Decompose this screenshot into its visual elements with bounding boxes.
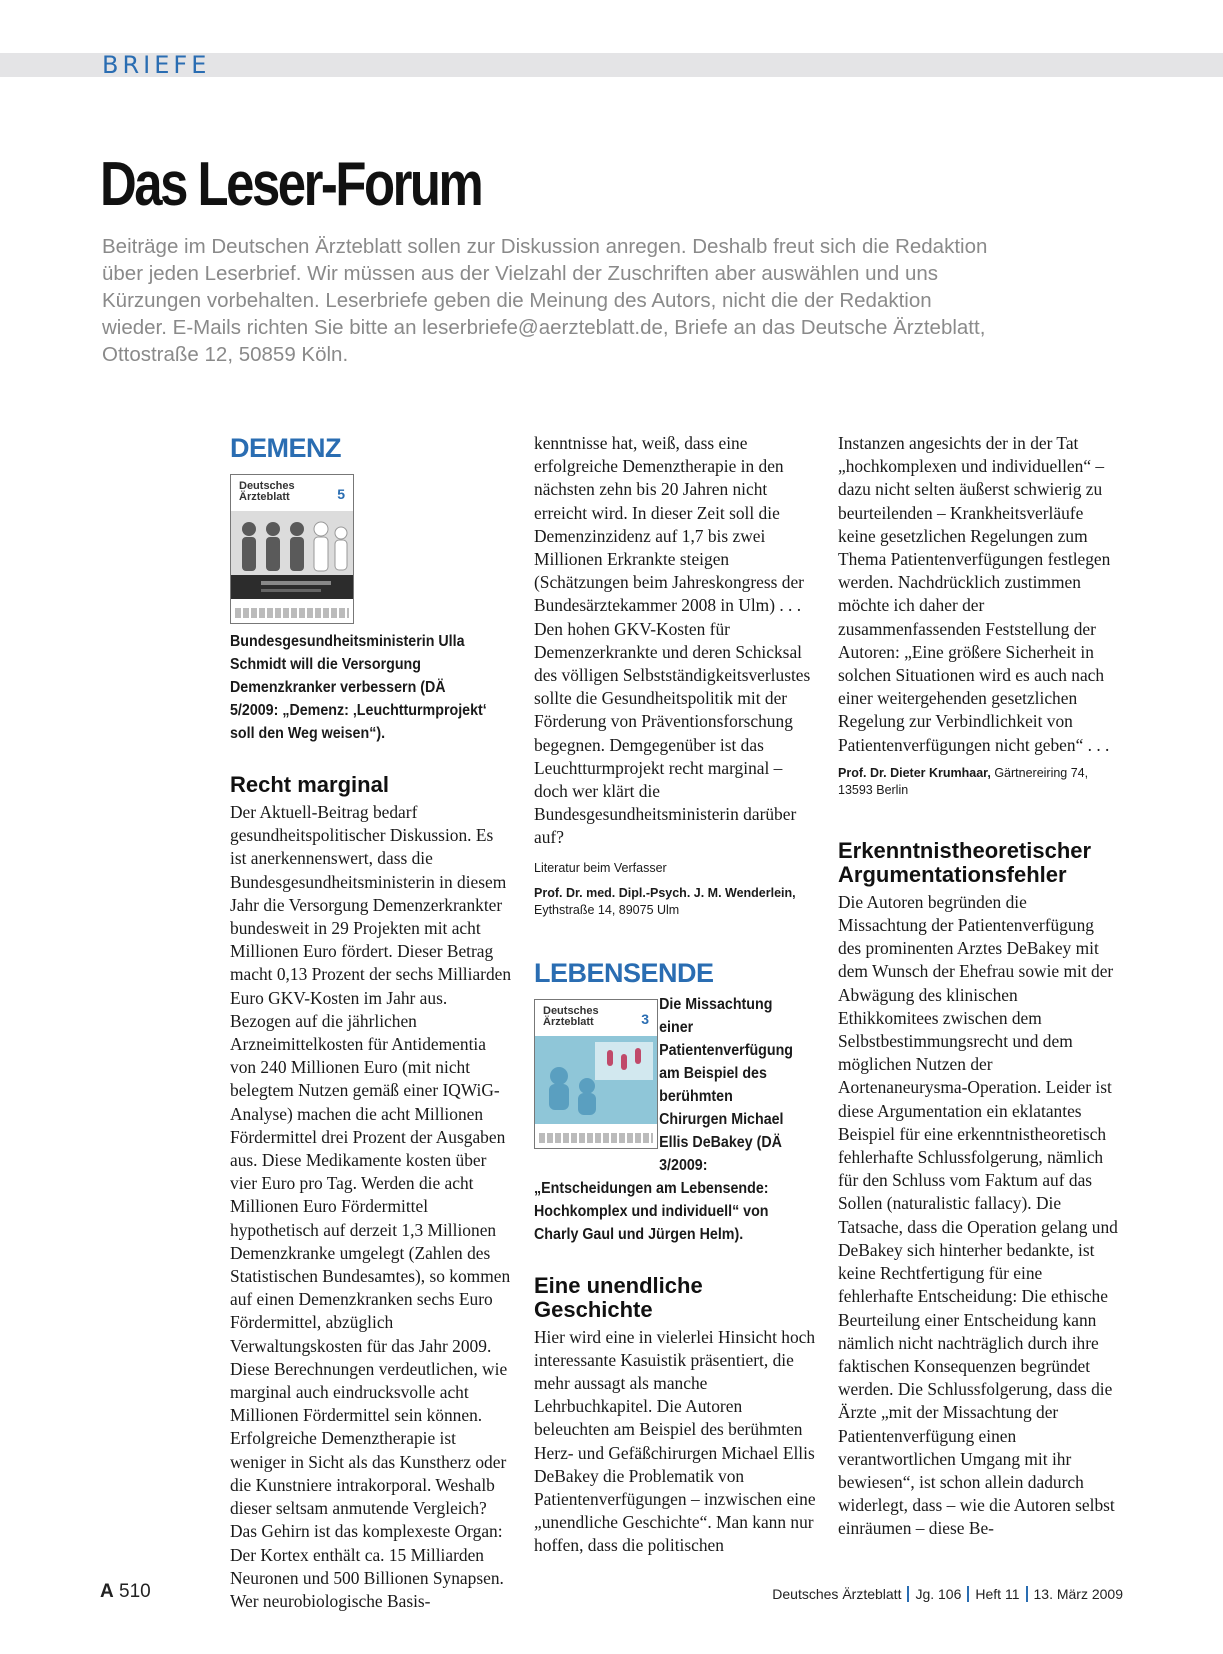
rubric-lebensende: LEBENSENDE: [534, 957, 714, 988]
cover-issue-number: 5: [337, 486, 345, 502]
column-1: [230, 432, 512, 1613]
page-number-value: 510: [119, 1581, 151, 1602]
cover-masthead: Deutsches Ärzteblatt: [543, 1004, 599, 1028]
letter-body-continued: Instanzen angesichts der in der Tat „hochkomplexen und individuellen“ – dazu nicht selten äußerst schwierig zu beurteilenden – Krankheitsverläufe keine gesetzlichen Regelungen zum Thema Patientenverfügungen festlegen werden. Nachdrücklich zustimmen möchte ich daher der zusammenfassenden Feststellung der Autoren: „Eine größere Sicherheit in solchen Situationen wird es auch nach einer weitergehenden gesetzlichen Regelung zur Verbindlichkeit von Patientenverfügungen nicht geben“ . . .: [838, 433, 1111, 755]
letter-headline-recht-marginal: Recht marginal: [230, 772, 389, 797]
divider: [907, 1586, 909, 1602]
cover-masthead: Deutsches Ärzteblatt: [239, 480, 295, 503]
author-address: Gärtnereiring 74, 13593 Berlin: [838, 765, 1089, 797]
journal-name: Deutsches Ärzteblatt: [772, 1586, 902, 1602]
volume: Jg. 106: [915, 1586, 962, 1602]
page-number: [100, 1581, 151, 1603]
teaser-demenz: [230, 468, 512, 745]
letter-body-recht-marginal: Der Aktuell-Beitrag bedarf gesundheitspolitischer Diskussion. Es ist anerkennenswert, dass die Bundesgesundheitsministerin in diesem Jahr die Versorgung Demenzerkrankter bundesweit in 29 Projekten mit acht Millionen Euro fördert. Dieser Betrag macht 0,13 Prozent der sechs Milliarden Euro GKV-Kosten im Jahr aus. Bezogen auf die jährlichen Arzneimittelkosten für Antidementia von 240 Millionen Euro (mit nicht belegtem Nutzen gemäß einer IQWiG-Analyse) machen die acht Millionen Fördermittel drei Prozent der Ausgaben aus. Diese Medikamente kosten über vier Euro pro Tag. Werden die acht Millionen Euro Fördermittel hypothetisch auf derzeit 1,3 Millionen Demenzkranke umgelegt (Zahlen des Statistischen Bundesamtes), so kommen auf einen Demenzkranken sechs Euro Fördermittel, abzüglich Verwaltungskosten für das Jahr 2009. Diese Berechnungen verdeutlichen, wie marginal auch eindrucksvolle acht Millionen Fördermittel sein können. Erfolgreiche Demenztherapie ist weniger in Sicht als das Kunstherz oder die Kunstniere intrakorporal. Weshalb dieser seltsam anmutende Vergleich? Das Gehirn ist das komplexeste Organ: Der Kortex enthält ca. 15 Milliarden Neuronen und 500 Billionen Synapsen. Wer neurobiologische Basis-: [230, 802, 512, 1611]
author-name: Prof. Dr. med. Dipl.-Psych. J. M. Wenderlein,: [534, 885, 796, 900]
letter-body-continued: kenntnisse hat, weiß, dass eine erfolgreiche Demenztherapie in den nächsten zehn bis 20 Jahren nicht erreicht wird. In dieser Zeit soll die Demenzinzidenz auf 1,7 bis zwei Millionen Erkrankte steigen (Schätzungen beim Jahreskongress der Bundesärztekammer 2008 in Ulm) . . . Den hohen GKV-Kosten für Demenzerkrankte und deren Schicksal des völligen Selbstständigkeitsverlustes sollte die Gesundheitspolitik mit der Förderung von Präventionsforschung begegnen. Demgegenüber ist das Leuchtturmprojekt recht marginal – doch wer klärt die Bundesgesundheitsministerin darüber auf?: [534, 433, 811, 848]
intro-text: Beiträge im Deutschen Ärzteblatt sollen zur Diskussion anregen. Deshalb freut sich die Redaktion über jeden Leserbrief. Wir müssen aus der Vielzahl der Zuschriften aber auswählen und uns Kürzungen vorbehalten. Leserbriefe geben die Meinung des Autors, nicht die der Redaktion wieder. E-Mails richten Sie bitte an leserbriefe@aerzteblatt.de, Briefe an das Deutsche Ärzteblatt, Ottostraße 12, 50859 Köln.: [102, 235, 988, 366]
teaser-lebensende: [534, 993, 816, 1246]
issue-info: [772, 1586, 1123, 1602]
teaser-lead-lebensende: Die Missachtung einer Patientenverfügung am Beispiel des berühmten Chirurgen Michael Ellis DeBakey (DÄ 3/2009: „Entscheidungen am Lebensende: Hochkomplex und individuell“ von Charly Gaul und Jürgen Helm).: [534, 995, 794, 1243]
author-address: Eythstraße 14, 89075 Ulm: [534, 902, 680, 917]
letter-headline-unendliche-geschichte: Eine unendliche Geschichte: [534, 1272, 703, 1322]
teaser-lead-demenz: Bundesgesundheitsministerin Ulla Schmidt will die Versorgung Demenzkranker verbessern (DÄ 5/2009: „Demenz: ‚Leuchtturmprojekt‘ soll den Weg weisen“).: [230, 633, 487, 742]
issue-date: 13. März 2009: [1033, 1586, 1123, 1602]
letter-body-unendliche-geschichte: Hier wird eine in vielerlei Hinsicht hoch interessante Kasuistik präsentiert, die mehr aussagt als manche Lehrbuchkapitel. Die Autoren beleuchten am Beispiel des berühmten Herz- und Gefäßchirurgen Michael Ellis DeBakey die Problematik von Patientenverfügungen – inzwischen eine „unendliche Geschichte“. Man kann nur hoffen, dass die politischen: [534, 1326, 816, 1556]
column-3: [838, 432, 1120, 1541]
divider: [967, 1586, 969, 1602]
divider: [1026, 1586, 1028, 1602]
issue-number: Heft 11: [975, 1586, 1020, 1602]
page-prefix: A: [100, 1581, 114, 1602]
section-label: BRIEFE: [102, 51, 211, 79]
letter-headline-argumentationsfehler: Erkenntnistheoretischer Argumentationsfehler: [838, 837, 1092, 887]
cover-issue-number: 3: [641, 1010, 649, 1027]
rubric-demenz: DEMENZ: [230, 433, 341, 463]
author-name: Prof. Dr. Dieter Krumhaar,: [838, 765, 991, 780]
column-2: [534, 432, 816, 1558]
literature-note: Literatur beim Verfasser: [534, 860, 667, 875]
page-title: Das Leser-Forum: [100, 150, 482, 219]
letter-body-argumentationsfehler: Die Autoren begründen die Missachtung der Patientenverfügung des prominenten Arztes DeBakey mit dem Wunsch der Ehefrau sowie mit der Abwägung des klinischen Ethikkomitees zwischen dem Selbstbestimmungsrecht und dem möglichen Nutzen der Aortenaneurysma-Operation. Leider ist diese Argumentation ein eklatantes Beispiel für eine erkenntnistheoretisch fehlerhafte Schlussfolgerung, nämlich für den Schluss vom Faktum auf das Sollen (naturalistic fallacy). Die Tatsache, dass die Operation gelang und DeBakey sich hinterher bedankte, ist keine Rechtfertigung für eine fehlerhafte Entscheidung: Die ethische Beurteilung einer Entscheidung kann nämlich nicht nachträglich durch ihre faktischen Konsequenzen begründet werden. Die Schlussfolgerung, dass die Ärzte „mit der Missachtung der Patientenverfügung einen verantwortlichen Umgang mit ihr bewiesen“, ist schon allein dadurch widerlegt, dass – wie die Autoren selbst einräumen – diese Be-: [838, 891, 1118, 1539]
author-signature-wenderlein: [534, 885, 816, 919]
author-signature-krumhaar: [838, 765, 1120, 799]
